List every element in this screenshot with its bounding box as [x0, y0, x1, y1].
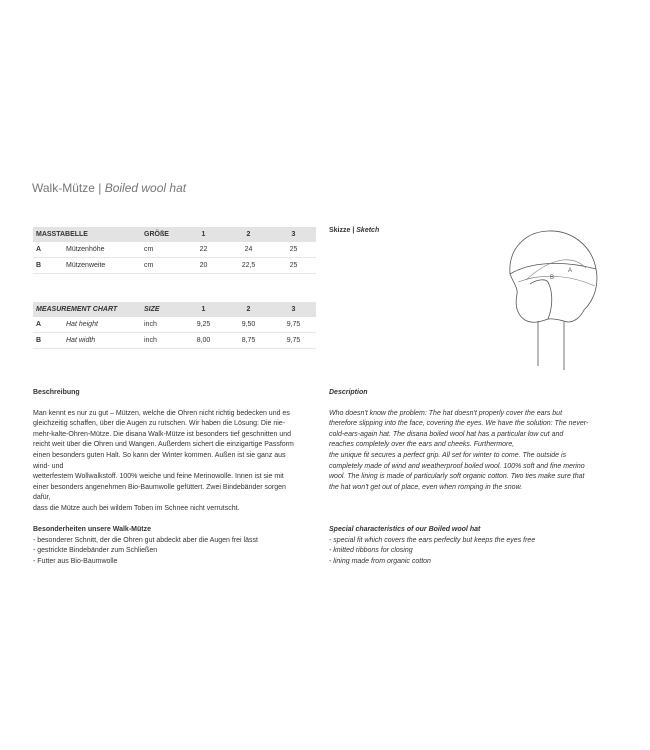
features-heading: Special characteristics of our Boiled wool hat	[329, 526, 481, 533]
row-value-2: 24	[226, 242, 271, 258]
text-line: dafür,	[33, 494, 51, 502]
row-name: Hat height	[66, 317, 144, 333]
text-line: wetterfestem Wollwalkstoff. 100% weiche und feine Merinowolle. Innen ist sie mit	[33, 473, 284, 481]
table-header-size-2: 2	[226, 302, 271, 317]
sketch-mark-b: B	[550, 275, 555, 281]
table-header-row	[33, 227, 316, 242]
row-unit: inch	[144, 317, 181, 333]
row-value-3: 9,75	[271, 333, 316, 349]
description-body	[33, 409, 318, 515]
row-value-1: 20	[181, 258, 226, 274]
list-item: - knitted ribbons for closing	[329, 547, 413, 555]
description-heading: Beschreibung	[33, 389, 80, 396]
size-table-en	[33, 302, 316, 349]
size-table-de	[33, 227, 316, 274]
table-header-label: MEASUREMENT CHART	[33, 302, 144, 317]
table-header-size-1: 1	[181, 302, 226, 317]
row-unit: cm	[144, 242, 181, 258]
text-line: the hat won't get out of place, even when romping in the snow.	[329, 483, 523, 491]
text-line: Man kennt es nur zu gut – Mützen, welche die Ohren nicht richtig bedecken und es	[33, 409, 290, 417]
hat-crown-seam	[510, 263, 596, 274]
sketch-label	[329, 227, 379, 234]
table-row	[33, 242, 316, 258]
table-header-label: MASSTABELLE	[33, 227, 144, 242]
title-en: Boiled wool hat	[104, 181, 187, 195]
row-value-3: 25	[271, 242, 316, 258]
table-row	[33, 317, 316, 333]
row-name: Mützenweite	[66, 258, 144, 274]
row-name: Hat width	[66, 333, 144, 349]
hat-ear-flap	[530, 280, 552, 319]
page-title	[32, 181, 186, 195]
row-key: A	[33, 317, 66, 333]
table-header-size-3: 3	[271, 302, 316, 317]
text-line: reaches completely over the ears and cheeks. Furthermore,	[329, 441, 515, 449]
row-value-1: 9,25	[181, 317, 226, 333]
list-item: - besonderer Schnitt, der die Ohren gut abdeckt aber die Augen frei lässt	[33, 536, 258, 544]
text-line: mehr-kalte-Ohren-Mütze. Die disana Walk-Mütze ist besonders tief geschnitten und	[33, 430, 292, 438]
row-unit: cm	[144, 258, 181, 274]
table-header-size: GRÖßE	[144, 227, 181, 242]
sketch-label-de: Skizze	[329, 227, 351, 234]
text-line: einen besonders guten Halt. So kann der Winter kommen. Außen ist sie ganz aus	[33, 451, 286, 459]
text-line: the unique fit secures a perfect grip. All set for winter to come. The outside is	[329, 451, 567, 459]
text-line: completely made of wind and weatherproof boiled wool. 100% soft and fine merino	[329, 462, 585, 470]
features-en	[329, 525, 619, 567]
table-row	[33, 258, 316, 274]
features-heading: Besonderheiten unsere Walk-Mütze	[33, 526, 151, 533]
text-line: gleichzeitig schaffen, über die Augen zu rutschen. Wir haben die Lösung: Die nie-	[33, 420, 286, 428]
features-list	[33, 536, 318, 568]
text-line: cold-ears-again hat. The disana boiled wool hat has a particular low cut and	[329, 430, 564, 438]
sketch-mark-a: A	[568, 268, 573, 274]
table-header-size-2: 2	[226, 227, 271, 242]
table-header-size-3: 3	[271, 227, 316, 242]
row-value-1: 22	[181, 242, 226, 258]
description-heading: Description	[329, 389, 368, 396]
description-en	[329, 388, 619, 493]
table-header-row	[33, 302, 316, 317]
row-value-2: 22,5	[226, 258, 271, 274]
title-de: Walk-Mütze	[32, 181, 95, 195]
text-line: wind- und	[33, 462, 64, 470]
row-key: B	[33, 333, 66, 349]
description-de	[33, 388, 318, 515]
list-item: - gestrickte Bindebänder zum Schließen	[33, 547, 158, 555]
table-row	[33, 333, 316, 349]
text-line: therefore slipping into the face, covering the eyes. We have the solution: The never-	[329, 420, 589, 428]
sketch-label-en: Sketch	[356, 227, 380, 234]
text-line: einer besonders angenehmen Bio-Baumwolle gefüttert. Zwei Bindebänder sorgen	[33, 483, 286, 491]
measure-line-a	[526, 260, 586, 280]
table-header-size: SIZE	[144, 302, 181, 317]
text-line: dass die Mütze auch bei wildem Toben im Schnee nicht verrutscht.	[33, 504, 240, 512]
text-line: Who doesn't know the problem: The hat doesn't properly cover the ears but	[329, 409, 563, 417]
hat-sketch	[500, 224, 610, 374]
row-key: B	[33, 258, 66, 274]
row-name: Mützenhöhe	[66, 242, 144, 258]
title-separator: |	[94, 181, 105, 195]
measure-line-b	[518, 276, 595, 286]
row-unit: inch	[144, 333, 181, 349]
description-body	[329, 409, 619, 494]
text-line: wool. The lining is made of particularly soft organic cotton. Two ties make sure that	[329, 473, 585, 481]
list-item: - lining made from organic cotton	[329, 557, 431, 565]
row-value-2: 9,50	[226, 317, 271, 333]
features-list	[329, 536, 619, 568]
table-header-size-1: 1	[181, 227, 226, 242]
list-item: - Futter aus Bio-Baumwolle	[33, 557, 118, 565]
sketch-label-separator: |	[350, 227, 357, 234]
text-line: reicht weit über die Ohren und Wangen. Außerdem sichert die einzigartige Passform	[33, 441, 294, 449]
row-value-2: 8,75	[226, 333, 271, 349]
row-value-3: 9,75	[271, 317, 316, 333]
list-item: - special fit which covers the ears perfeclty but keeps the eyes free	[329, 536, 536, 544]
row-value-3: 25	[271, 258, 316, 274]
features-de	[33, 525, 318, 567]
row-key: A	[33, 242, 66, 258]
row-value-1: 8,00	[181, 333, 226, 349]
